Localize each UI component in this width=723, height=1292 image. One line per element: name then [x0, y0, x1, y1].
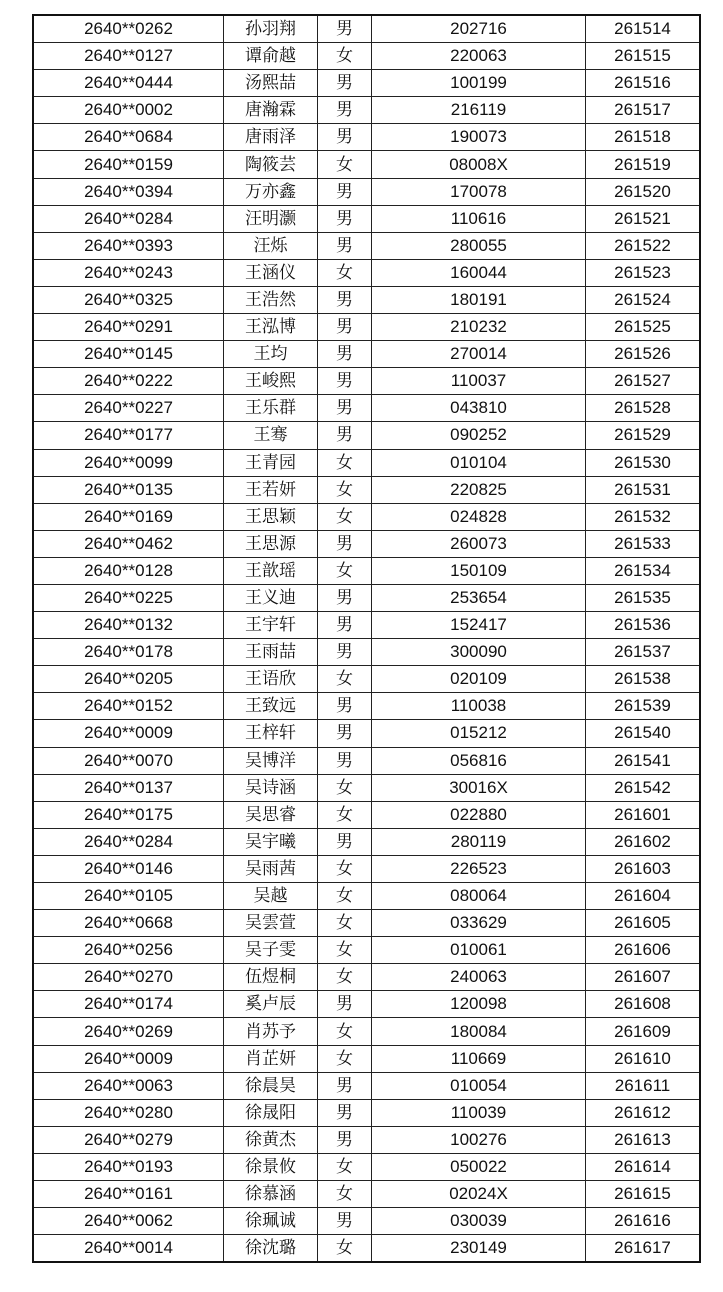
- gender-cell: 男: [318, 747, 372, 774]
- student-name-cell: 孙羽翔: [224, 15, 318, 43]
- exam-number-cell: 261611: [586, 1072, 701, 1099]
- table-row: [33, 503, 700, 530]
- id-code-cell: 056816: [372, 747, 586, 774]
- table-row: [33, 964, 700, 991]
- table-row: [33, 639, 700, 666]
- gender-cell: 女: [318, 476, 372, 503]
- student-name-cell: 王若妍: [224, 476, 318, 503]
- student-name-cell: 陶筱芸: [224, 151, 318, 178]
- table-row: [33, 774, 700, 801]
- gender-cell: 男: [318, 124, 372, 151]
- exam-number-cell: 261609: [586, 1018, 701, 1045]
- student-id-cell: 2640**0159: [33, 151, 224, 178]
- student-name-cell: 王思源: [224, 530, 318, 557]
- student-name-cell: 汤熙喆: [224, 70, 318, 97]
- student-id-cell: 2640**0280: [33, 1099, 224, 1126]
- student-id-cell: 2640**0127: [33, 43, 224, 70]
- student-name-cell: 王乐群: [224, 395, 318, 422]
- student-name-cell: 奚卢辰: [224, 991, 318, 1018]
- id-code-cell: 030039: [372, 1208, 586, 1235]
- gender-cell: 男: [318, 991, 372, 1018]
- roster-table: [32, 14, 701, 1263]
- table-row: [33, 70, 700, 97]
- table-row: [33, 341, 700, 368]
- id-code-cell: 08008X: [372, 151, 586, 178]
- id-code-cell: 253654: [372, 584, 586, 611]
- table-row: [33, 666, 700, 693]
- student-id-cell: 2640**0262: [33, 15, 224, 43]
- id-code-cell: 110669: [372, 1045, 586, 1072]
- id-code-cell: 110038: [372, 693, 586, 720]
- student-id-cell: 2640**0137: [33, 774, 224, 801]
- id-code-cell: 110037: [372, 368, 586, 395]
- student-id-cell: 2640**0225: [33, 584, 224, 611]
- id-code-cell: 015212: [372, 720, 586, 747]
- table-row: [33, 747, 700, 774]
- exam-number-cell: 261526: [586, 341, 701, 368]
- table-row: [33, 97, 700, 124]
- exam-number-cell: 261525: [586, 314, 701, 341]
- exam-number-cell: 261616: [586, 1208, 701, 1235]
- table-row: [33, 612, 700, 639]
- student-id-cell: 2640**0279: [33, 1126, 224, 1153]
- student-name-cell: 徐慕涵: [224, 1181, 318, 1208]
- id-code-cell: 220063: [372, 43, 586, 70]
- exam-number-cell: 261533: [586, 530, 701, 557]
- table-row: [33, 422, 700, 449]
- exam-number-cell: 261608: [586, 991, 701, 1018]
- exam-number-cell: 261518: [586, 124, 701, 151]
- student-name-cell: 汪烁: [224, 232, 318, 259]
- table-row: [33, 151, 700, 178]
- student-name-cell: 肖苏予: [224, 1018, 318, 1045]
- student-id-cell: 2640**0393: [33, 232, 224, 259]
- exam-number-cell: 261541: [586, 747, 701, 774]
- exam-number-cell: 261603: [586, 855, 701, 882]
- exam-number-cell: 261542: [586, 774, 701, 801]
- exam-number-cell: 261536: [586, 612, 701, 639]
- student-id-cell: 2640**0227: [33, 395, 224, 422]
- table-row: [33, 910, 700, 937]
- table-row: [33, 693, 700, 720]
- gender-cell: 男: [318, 639, 372, 666]
- table-row: [33, 883, 700, 910]
- id-code-cell: 033629: [372, 910, 586, 937]
- gender-cell: 男: [318, 530, 372, 557]
- exam-number-cell: 261514: [586, 15, 701, 43]
- student-id-cell: 2640**0178: [33, 639, 224, 666]
- gender-cell: 女: [318, 1181, 372, 1208]
- gender-cell: 男: [318, 15, 372, 43]
- student-id-cell: 2640**0325: [33, 286, 224, 313]
- student-name-cell: 王涵仪: [224, 259, 318, 286]
- student-id-cell: 2640**0062: [33, 1208, 224, 1235]
- student-name-cell: 吴越: [224, 883, 318, 910]
- student-name-cell: 吴宇曦: [224, 828, 318, 855]
- student-name-cell: 王青园: [224, 449, 318, 476]
- id-code-cell: 010104: [372, 449, 586, 476]
- student-name-cell: 徐沈璐: [224, 1235, 318, 1263]
- exam-number-cell: 261613: [586, 1126, 701, 1153]
- exam-number-cell: 261605: [586, 910, 701, 937]
- student-id-cell: 2640**0009: [33, 1045, 224, 1072]
- roster-sheet: [32, 14, 693, 1263]
- student-id-cell: 2640**0291: [33, 314, 224, 341]
- student-name-cell: 吴雨茜: [224, 855, 318, 882]
- table-row: [33, 15, 700, 43]
- exam-number-cell: 261537: [586, 639, 701, 666]
- id-code-cell: 152417: [372, 612, 586, 639]
- id-code-cell: 110616: [372, 205, 586, 232]
- exam-number-cell: 261529: [586, 422, 701, 449]
- student-name-cell: 汪明灏: [224, 205, 318, 232]
- exam-number-cell: 261604: [586, 883, 701, 910]
- student-id-cell: 2640**0099: [33, 449, 224, 476]
- id-code-cell: 150109: [372, 557, 586, 584]
- id-code-cell: 180084: [372, 1018, 586, 1045]
- student-id-cell: 2640**0135: [33, 476, 224, 503]
- student-id-cell: 2640**0174: [33, 991, 224, 1018]
- student-id-cell: 2640**0145: [33, 341, 224, 368]
- gender-cell: 男: [318, 232, 372, 259]
- student-id-cell: 2640**0146: [33, 855, 224, 882]
- gender-cell: 男: [318, 612, 372, 639]
- exam-number-cell: 261610: [586, 1045, 701, 1072]
- table-row: [33, 314, 700, 341]
- exam-number-cell: 261520: [586, 178, 701, 205]
- id-code-cell: 260073: [372, 530, 586, 557]
- id-code-cell: 202716: [372, 15, 586, 43]
- exam-number-cell: 261540: [586, 720, 701, 747]
- student-name-cell: 徐晨昊: [224, 1072, 318, 1099]
- student-id-cell: 2640**0177: [33, 422, 224, 449]
- gender-cell: 女: [318, 557, 372, 584]
- student-id-cell: 2640**0243: [33, 259, 224, 286]
- id-code-cell: 02024X: [372, 1181, 586, 1208]
- student-name-cell: 王宇轩: [224, 612, 318, 639]
- id-code-cell: 280055: [372, 232, 586, 259]
- exam-number-cell: 261530: [586, 449, 701, 476]
- exam-number-cell: 261534: [586, 557, 701, 584]
- student-id-cell: 2640**0169: [33, 503, 224, 530]
- gender-cell: 男: [318, 395, 372, 422]
- id-code-cell: 080064: [372, 883, 586, 910]
- student-name-cell: 徐黄杰: [224, 1126, 318, 1153]
- id-code-cell: 010061: [372, 937, 586, 964]
- table-row: [33, 584, 700, 611]
- id-code-cell: 120098: [372, 991, 586, 1018]
- gender-cell: 男: [318, 584, 372, 611]
- table-row: [33, 828, 700, 855]
- student-id-cell: 2640**0193: [33, 1153, 224, 1180]
- table-row: [33, 1126, 700, 1153]
- id-code-cell: 300090: [372, 639, 586, 666]
- student-id-cell: 2640**0152: [33, 693, 224, 720]
- exam-number-cell: 261523: [586, 259, 701, 286]
- gender-cell: 女: [318, 910, 372, 937]
- gender-cell: 女: [318, 1235, 372, 1263]
- table-row: [33, 1099, 700, 1126]
- gender-cell: 女: [318, 801, 372, 828]
- table-row: [33, 124, 700, 151]
- student-name-cell: 唐雨泽: [224, 124, 318, 151]
- student-id-cell: 2640**0132: [33, 612, 224, 639]
- student-id-cell: 2640**0070: [33, 747, 224, 774]
- gender-cell: 女: [318, 666, 372, 693]
- table-row: [33, 720, 700, 747]
- student-name-cell: 肖芷妍: [224, 1045, 318, 1072]
- student-name-cell: 王思颖: [224, 503, 318, 530]
- gender-cell: 男: [318, 720, 372, 747]
- table-row: [33, 1153, 700, 1180]
- id-code-cell: 190073: [372, 124, 586, 151]
- student-name-cell: 吴诗涵: [224, 774, 318, 801]
- student-name-cell: 谭俞越: [224, 43, 318, 70]
- id-code-cell: 110039: [372, 1099, 586, 1126]
- id-code-cell: 170078: [372, 178, 586, 205]
- student-name-cell: 王致远: [224, 693, 318, 720]
- student-id-cell: 2640**0462: [33, 530, 224, 557]
- id-code-cell: 024828: [372, 503, 586, 530]
- id-code-cell: 230149: [372, 1235, 586, 1263]
- id-code-cell: 280119: [372, 828, 586, 855]
- student-name-cell: 王雨喆: [224, 639, 318, 666]
- student-name-cell: 王歆瑶: [224, 557, 318, 584]
- gender-cell: 男: [318, 286, 372, 313]
- student-id-cell: 2640**0270: [33, 964, 224, 991]
- table-row: [33, 449, 700, 476]
- table-row: [33, 991, 700, 1018]
- exam-number-cell: 261601: [586, 801, 701, 828]
- table-row: [33, 476, 700, 503]
- student-name-cell: 吴雲萱: [224, 910, 318, 937]
- student-name-cell: 唐瀚霖: [224, 97, 318, 124]
- student-id-cell: 2640**0444: [33, 70, 224, 97]
- gender-cell: 男: [318, 422, 372, 449]
- exam-number-cell: 261522: [586, 232, 701, 259]
- exam-number-cell: 261528: [586, 395, 701, 422]
- exam-number-cell: 261606: [586, 937, 701, 964]
- table-row: [33, 368, 700, 395]
- gender-cell: 男: [318, 178, 372, 205]
- gender-cell: 女: [318, 774, 372, 801]
- id-code-cell: 020109: [372, 666, 586, 693]
- student-name-cell: 王峻熙: [224, 368, 318, 395]
- table-row: [33, 205, 700, 232]
- table-row: [33, 801, 700, 828]
- id-code-cell: 090252: [372, 422, 586, 449]
- id-code-cell: 010054: [372, 1072, 586, 1099]
- table-row: [33, 855, 700, 882]
- roster-table-body: [33, 15, 700, 1262]
- exam-number-cell: 261515: [586, 43, 701, 70]
- id-code-cell: 226523: [372, 855, 586, 882]
- student-name-cell: 徐晟阳: [224, 1099, 318, 1126]
- gender-cell: 女: [318, 259, 372, 286]
- student-id-cell: 2640**0063: [33, 1072, 224, 1099]
- student-name-cell: 吴子雯: [224, 937, 318, 964]
- gender-cell: 女: [318, 1018, 372, 1045]
- student-id-cell: 2640**0009: [33, 720, 224, 747]
- student-id-cell: 2640**0161: [33, 1181, 224, 1208]
- student-id-cell: 2640**0222: [33, 368, 224, 395]
- table-row: [33, 286, 700, 313]
- exam-number-cell: 261614: [586, 1153, 701, 1180]
- gender-cell: 女: [318, 43, 372, 70]
- exam-number-cell: 261524: [586, 286, 701, 313]
- id-code-cell: 30016X: [372, 774, 586, 801]
- gender-cell: 女: [318, 449, 372, 476]
- gender-cell: 男: [318, 1072, 372, 1099]
- id-code-cell: 100199: [372, 70, 586, 97]
- student-id-cell: 2640**0205: [33, 666, 224, 693]
- student-id-cell: 2640**0105: [33, 883, 224, 910]
- student-id-cell: 2640**0175: [33, 801, 224, 828]
- exam-number-cell: 261517: [586, 97, 701, 124]
- gender-cell: 男: [318, 205, 372, 232]
- exam-number-cell: 261617: [586, 1235, 701, 1263]
- exam-number-cell: 261519: [586, 151, 701, 178]
- gender-cell: 男: [318, 97, 372, 124]
- exam-number-cell: 261521: [586, 205, 701, 232]
- exam-number-cell: 261615: [586, 1181, 701, 1208]
- table-row: [33, 530, 700, 557]
- gender-cell: 女: [318, 1045, 372, 1072]
- table-row: [33, 232, 700, 259]
- id-code-cell: 100276: [372, 1126, 586, 1153]
- gender-cell: 男: [318, 828, 372, 855]
- exam-number-cell: 261527: [586, 368, 701, 395]
- student-name-cell: 伍煜桐: [224, 964, 318, 991]
- gender-cell: 男: [318, 341, 372, 368]
- table-row: [33, 1045, 700, 1072]
- student-id-cell: 2640**0684: [33, 124, 224, 151]
- table-row: [33, 1181, 700, 1208]
- exam-number-cell: 261516: [586, 70, 701, 97]
- table-row: [33, 1235, 700, 1263]
- student-id-cell: 2640**0256: [33, 937, 224, 964]
- exam-number-cell: 261612: [586, 1099, 701, 1126]
- gender-cell: 女: [318, 883, 372, 910]
- student-name-cell: 王梓轩: [224, 720, 318, 747]
- gender-cell: 男: [318, 1208, 372, 1235]
- table-row: [33, 259, 700, 286]
- student-name-cell: 王义迪: [224, 584, 318, 611]
- gender-cell: 女: [318, 964, 372, 991]
- student-name-cell: 王骞: [224, 422, 318, 449]
- gender-cell: 女: [318, 855, 372, 882]
- student-id-cell: 2640**0002: [33, 97, 224, 124]
- id-code-cell: 216119: [372, 97, 586, 124]
- id-code-cell: 043810: [372, 395, 586, 422]
- id-code-cell: 180191: [372, 286, 586, 313]
- student-name-cell: 万亦鑫: [224, 178, 318, 205]
- gender-cell: 女: [318, 937, 372, 964]
- exam-number-cell: 261607: [586, 964, 701, 991]
- student-name-cell: 徐珮诚: [224, 1208, 318, 1235]
- id-code-cell: 050022: [372, 1153, 586, 1180]
- table-row: [33, 1208, 700, 1235]
- gender-cell: 女: [318, 503, 372, 530]
- table-row: [33, 178, 700, 205]
- exam-number-cell: 261538: [586, 666, 701, 693]
- table-row: [33, 1072, 700, 1099]
- gender-cell: 男: [318, 70, 372, 97]
- exam-number-cell: 261602: [586, 828, 701, 855]
- table-row: [33, 395, 700, 422]
- id-code-cell: 210232: [372, 314, 586, 341]
- id-code-cell: 240063: [372, 964, 586, 991]
- id-code-cell: 160044: [372, 259, 586, 286]
- id-code-cell: 220825: [372, 476, 586, 503]
- student-name-cell: 王泓博: [224, 314, 318, 341]
- table-row: [33, 43, 700, 70]
- student-id-cell: 2640**0394: [33, 178, 224, 205]
- gender-cell: 男: [318, 1099, 372, 1126]
- student-id-cell: 2640**0284: [33, 828, 224, 855]
- gender-cell: 男: [318, 314, 372, 341]
- id-code-cell: 270014: [372, 341, 586, 368]
- student-id-cell: 2640**0668: [33, 910, 224, 937]
- student-name-cell: 王语欣: [224, 666, 318, 693]
- student-name-cell: 吴博洋: [224, 747, 318, 774]
- id-code-cell: 022880: [372, 801, 586, 828]
- table-row: [33, 1018, 700, 1045]
- student-id-cell: 2640**0128: [33, 557, 224, 584]
- gender-cell: 男: [318, 1126, 372, 1153]
- exam-number-cell: 261532: [586, 503, 701, 530]
- student-id-cell: 2640**0284: [33, 205, 224, 232]
- student-id-cell: 2640**0014: [33, 1235, 224, 1263]
- student-name-cell: 王均: [224, 341, 318, 368]
- exam-number-cell: 261531: [586, 476, 701, 503]
- student-name-cell: 王浩然: [224, 286, 318, 313]
- table-row: [33, 557, 700, 584]
- gender-cell: 男: [318, 368, 372, 395]
- exam-number-cell: 261535: [586, 584, 701, 611]
- gender-cell: 女: [318, 151, 372, 178]
- gender-cell: 女: [318, 1153, 372, 1180]
- gender-cell: 男: [318, 693, 372, 720]
- exam-number-cell: 261539: [586, 693, 701, 720]
- student-id-cell: 2640**0269: [33, 1018, 224, 1045]
- student-name-cell: 徐景攸: [224, 1153, 318, 1180]
- student-name-cell: 吴思睿: [224, 801, 318, 828]
- table-row: [33, 937, 700, 964]
